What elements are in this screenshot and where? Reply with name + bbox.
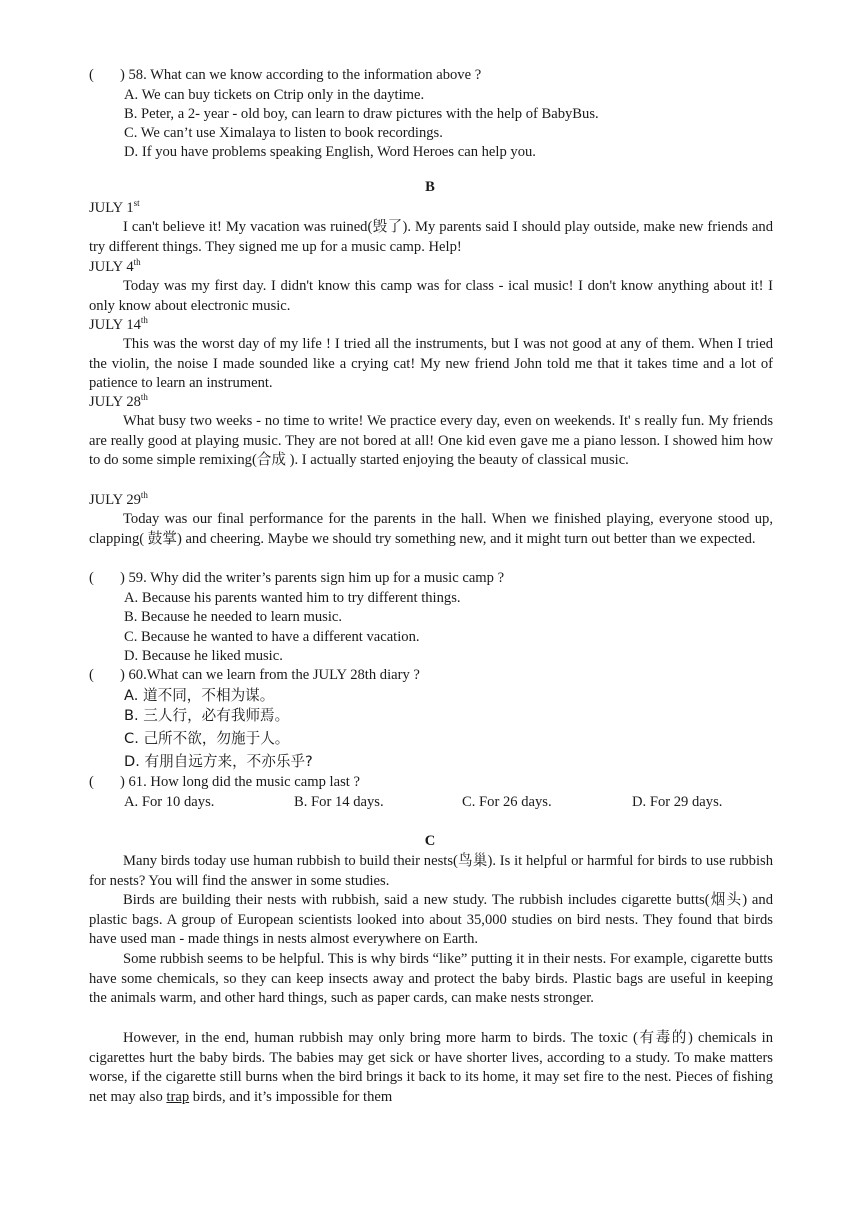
q60-option-b: B. 三人行，必有我师焉。 (124, 707, 290, 724)
diary-entry-july-28: What busy two weeks - no time to write! We practice every day, even on weekends. It' s really fun. My friends are really good at playing music. They are not bored at all! One kid even gave me a piano lesson. I showed him how to do some simple remixing(合成 ). I actually started enjoying the beauty of classical music. (89, 413, 773, 469)
q61-option-d: D. For 29 days. (632, 794, 723, 810)
passage-c-paragraph-2: Birds are building their nests with rubbish, said a new study. The rubbish includes cigarette butts(烟头) and plastic bags. A group of European scientists looked into about 35,000 studies on bird nests. They found that birds have used man - made things in nests almost everywhere on Earth. (89, 892, 773, 948)
q59-option-b: B. Because he needed to learn music. (124, 609, 343, 625)
answer-blank: ( (89, 570, 94, 586)
q61-option-b: B. For 14 days. (294, 794, 384, 810)
q58-option-c: C. We can’t use Ximalaya to listen to book recordings. (124, 125, 443, 141)
diary-date-july-28: JULY 28th (89, 392, 148, 410)
diary-date-july-29: JULY 29th (89, 490, 148, 508)
q58-option-a: A. We can buy tickets on Ctrip only in the daytime. (124, 87, 425, 103)
question-58 (89, 66, 779, 86)
q61-option-c: C. For 26 days. (462, 794, 552, 810)
q59-option-a: A. Because his parents wanted him to try different things. (124, 590, 461, 606)
diary-entry-july-29: Today was our final performance for the parents in the hall. When we finished playing, everyone stood up, clapping( 鼓掌) and cheering. Maybe we should try something new, and it might turn out better than we expected. (89, 511, 773, 547)
diary-date-july-1: JULY 1st (89, 198, 140, 216)
passage-c-paragraph-3: Some rubbish seems to be helpful. This is why birds “like” putting it in their nests. For example, cigarette butts have some chemicals, so they can keep insects away and protect the baby birds. Plastic bags are useful in keeping the animals warm, and other hard things, such as paper cards, can make nests stronger. (89, 951, 773, 1007)
question-59 (89, 569, 779, 589)
question-61-text: ) 61. How long did the music camp last ? (120, 774, 360, 790)
question-60-text: ) 60.What can we learn from the JULY 28th diary ? (120, 667, 420, 683)
section-c-title: C (424, 833, 436, 849)
q60-option-c: C. 己所不欲，勿施于人。 (124, 730, 290, 747)
passage-c-paragraph-4: However, in the end, human rubbish may only bring more harm to birds. The toxic (有毒的) chemicals in cigarettes hurt the baby birds. The babies may get sick or have shorter lives, according to a study. To make matters worse, if the cigarette still burns when the bird brings it back to its home, it may set fire to the nest. Pieces of fishing net may also trap birds, and it’s impossible for them (89, 1030, 773, 1105)
q60-option-d: D. 有朋自远方来，不亦乐乎? (124, 753, 313, 770)
answer-blank: ( (89, 67, 94, 83)
answer-blank: ( (89, 774, 94, 790)
underlined-word-trap: trap (166, 1088, 190, 1105)
diary-entry-july-4: Today was my first day. I didn't know this camp was for class - ical music! I don't know anything about it! I only know about electronic music. (89, 278, 773, 314)
q60-option-a: A. 道不同，不相为谋。 (124, 687, 275, 704)
question-61 (89, 773, 779, 793)
section-b-title: B (425, 179, 435, 195)
q61-option-a: A. For 10 days. (124, 794, 215, 810)
passage-c-paragraph-1: Many birds today use human rubbish to build their nests(鸟巢). Is it helpful or harmful for birds to use rubbish for nests? You will find the answer in some studies. (89, 853, 773, 889)
q59-option-d: D. Because he liked music. (124, 648, 283, 664)
q58-option-d: D. If you have problems speaking English, Word Heroes can help you. (124, 144, 536, 160)
diary-date-july-4: JULY 4th (89, 257, 141, 275)
q59-option-c: C. Because he wanted to have a different vacation. (124, 629, 420, 645)
question-59-text: ) 59. Why did the writer’s parents sign him up for a music camp ? (120, 570, 505, 586)
answer-blank: ( (89, 667, 94, 683)
diary-entry-july-14: This was the worst day of my life ! I tried all the instruments, but I was not good at any of them. When I tried the violin, the noise I made sounded like a crying cat! My new friend John told me that it takes time and a lot of patience to learn an instrument. (89, 336, 773, 392)
question-60 (89, 666, 779, 686)
diary-entry-july-1: I can't believe it! My vacation was ruined(毁了). My parents said I should play outside, make new friends and try different things. They signed me up for a music camp. Help! (89, 219, 773, 255)
q58-option-b: B. Peter, a 2- year - old boy, can learn to draw pictures with the help of BabyBus. (124, 106, 599, 122)
question-58-text: ) 58. What can we know according to the information above ? (120, 67, 482, 83)
diary-date-july-14: JULY 14th (89, 315, 148, 333)
